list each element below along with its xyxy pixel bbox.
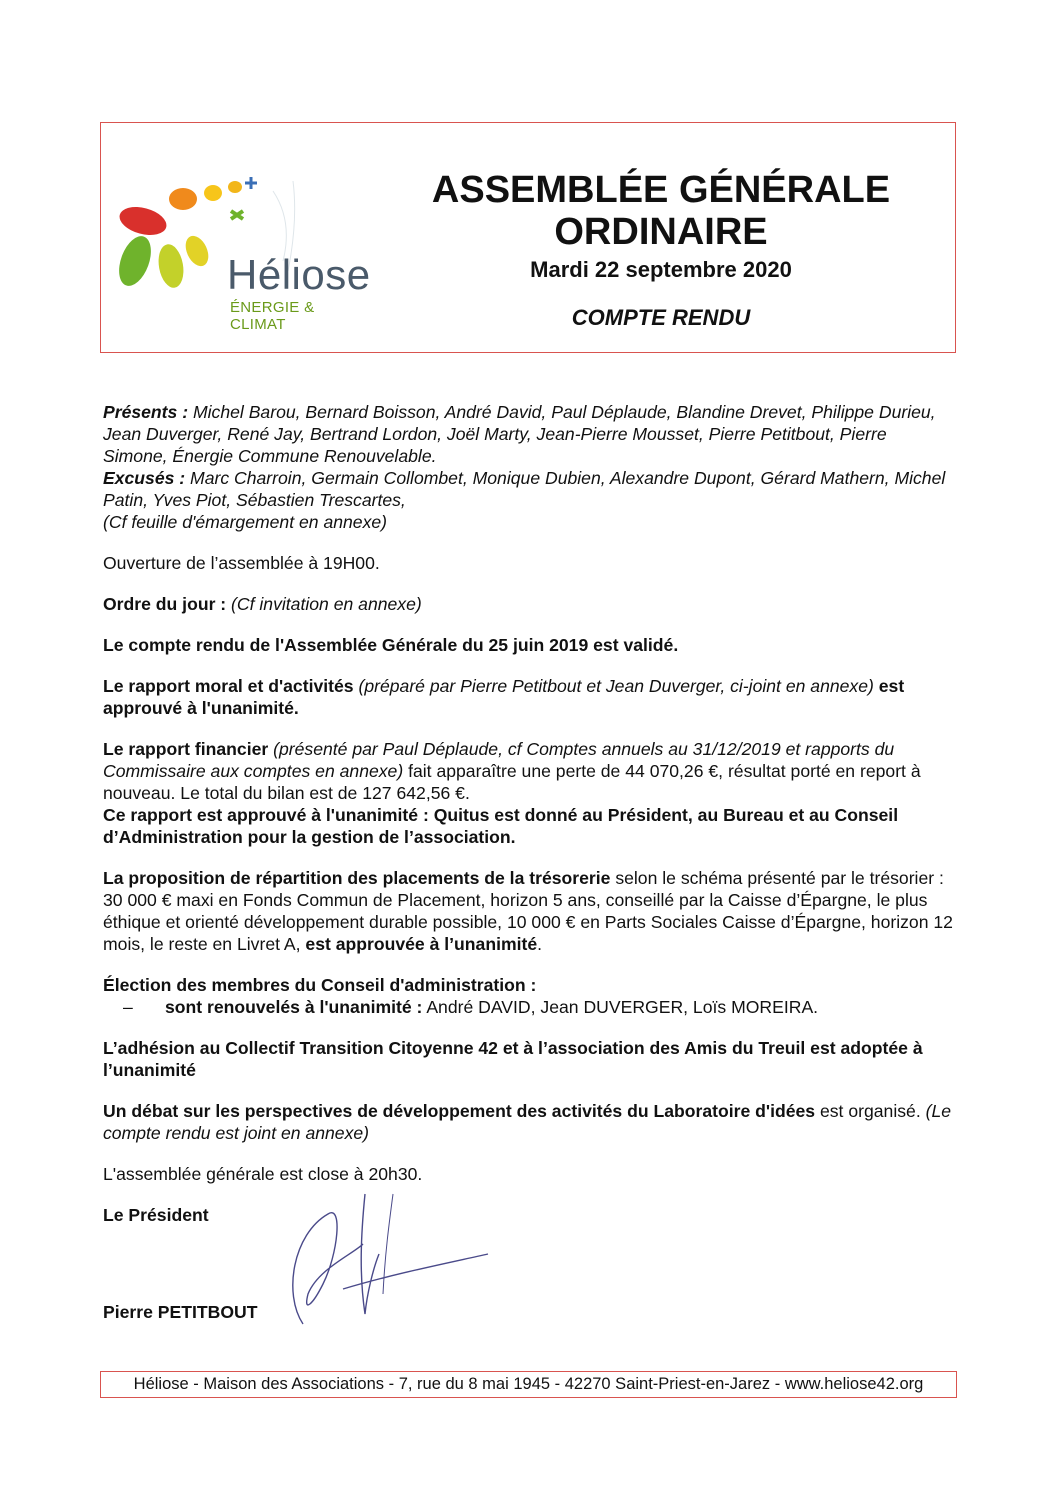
debate-note: (Le compte rendu est joint en annexe) (103, 1101, 952, 1143)
treasury-text: selon le schéma présenté par le trésorier : 30 000 € maxi en Fonds Commun de Placement, horizon 5 ans, conseillé par la Caisse d’Épargne, le plus éthique et orienté développement durable possible, 10 000 € en Parts Sociales Caisse d’Épargne, horizon 12 mois, le reste en Livret A, (103, 868, 953, 954)
closing-time: L'assemblée générale est close à 20h30. (103, 1164, 423, 1184)
attendance-annex-note: (Cf feuille d'émargement en annexe) (103, 512, 388, 532)
agenda-label: Ordre du jour : (103, 594, 227, 614)
treasury-result: est approuvée à l’unanimité (305, 934, 538, 954)
financial-report (103, 738, 953, 848)
membership-adoption (103, 1037, 953, 1081)
heliose-logo (113, 171, 371, 333)
financial-report-text: fait apparaître une perte de 44 070,26 €, résultat porté en report à nouveau. Le total du bilan est de 127 642,56 €. (103, 761, 921, 803)
election-item-names: André DAVID, Jean DUVERGER, Loïs MOREIRA. (422, 997, 819, 1017)
moral-report-result: est approuvé à l'unanimité. (103, 676, 905, 718)
header-box (100, 122, 956, 353)
treasury-label: La proposition de répartition des placements de la trésorerie (103, 868, 611, 888)
title-block (401, 169, 921, 331)
excused-names: Marc Charroin, Germain Collombet, Monique Dubien, Alexandre Dupont, Gérard Mathern, Michel Patin, Yves Piot, Sébastien Trescartes, (103, 468, 946, 510)
moral-report (103, 675, 953, 719)
signatory-name: Pierre PETITBOUT (103, 1302, 258, 1322)
treasury-end: . (537, 934, 543, 954)
signature-block (103, 1204, 953, 1344)
signatory-title: Le Président (103, 1205, 209, 1225)
treasury-proposal (103, 867, 953, 955)
election-label: Élection des membres du Conseil d'administration : (103, 975, 537, 995)
attendance-section (103, 401, 953, 533)
excused-label: Excusés : (103, 468, 186, 488)
membership-text: L’adhésion au Collectif Transition Citoyenne 42 et à l’association des Amis du Treuil est adoptée à l’unanimité (103, 1038, 923, 1080)
election-item-label: sont renouvelés à l'unanimité : (165, 997, 423, 1017)
financial-report-approval: Ce rapport est approuvé à l'unanimité : Quitus est donné au Président, au Bureau et au Conseil d’Administration pour la gestion de l’association. (103, 805, 899, 847)
election-section (103, 974, 953, 1018)
minutes-validated (103, 634, 953, 656)
present-names: Michel Barou, Bernard Boisson, André David, Paul Déplaude, Blandine Drevet, Philippe Durieu, Jean Duverger, René Jay, Bertrand Lordon, Joël Marty, Jean-Pierre Mousset, Pierre Petitbout, Pierre Simone, Énergie Commune Renouvelable. (103, 402, 936, 466)
opening-time: Ouverture de l’assemblée à 19H00. (103, 553, 380, 573)
debate-text: est organisé. (819, 1101, 921, 1121)
financial-report-label: Le rapport financier (103, 739, 269, 759)
page-title-line1: ASSEMBLÉE GÉNÉRALE (431, 169, 891, 211)
agenda-note: (Cf invitation en annexe) (231, 594, 422, 614)
financial-report-note: (présenté par Paul Déplaude, cf Comptes annuels au 31/12/2019 et rapports du Commissaire aux comptes en annexe) (103, 739, 895, 781)
dash-bullet: – (123, 997, 133, 1017)
handwritten-signature-icon (243, 1174, 503, 1354)
meeting-date: Mardi 22 septembre 2020 (530, 257, 792, 282)
document-subtitle: COMPTE RENDU (571, 305, 751, 330)
agenda (103, 593, 953, 615)
minutes-validated-text: Le compte rendu de l'Assemblée Générale du 25 juin 2019 est validé. (103, 635, 679, 655)
page-footer: Héliose - Maison des Associations - 7, rue du 8 mai 1945 - 42270 Saint-Priest-en-Jarez - www.heliose42.org (100, 1371, 957, 1398)
moral-report-note: (préparé par Pierre Petitbout et Jean Duverger, ci-joint en annexe) (358, 676, 874, 696)
logo-name: Héliose (227, 251, 371, 298)
page-title-line2: ORDINAIRE (554, 211, 768, 253)
minutes-body (103, 401, 953, 1344)
election-item (103, 997, 818, 1017)
debate-section (103, 1100, 953, 1144)
logo-subtitle: ÉNERGIE & CLIMAT (230, 299, 315, 333)
moral-report-label: Le rapport moral et d'activités (103, 676, 354, 696)
present-label: Présents : (103, 402, 189, 422)
debate-label: Un débat sur les perspectives de développement des activités du Laboratoire d'idées (103, 1101, 816, 1121)
